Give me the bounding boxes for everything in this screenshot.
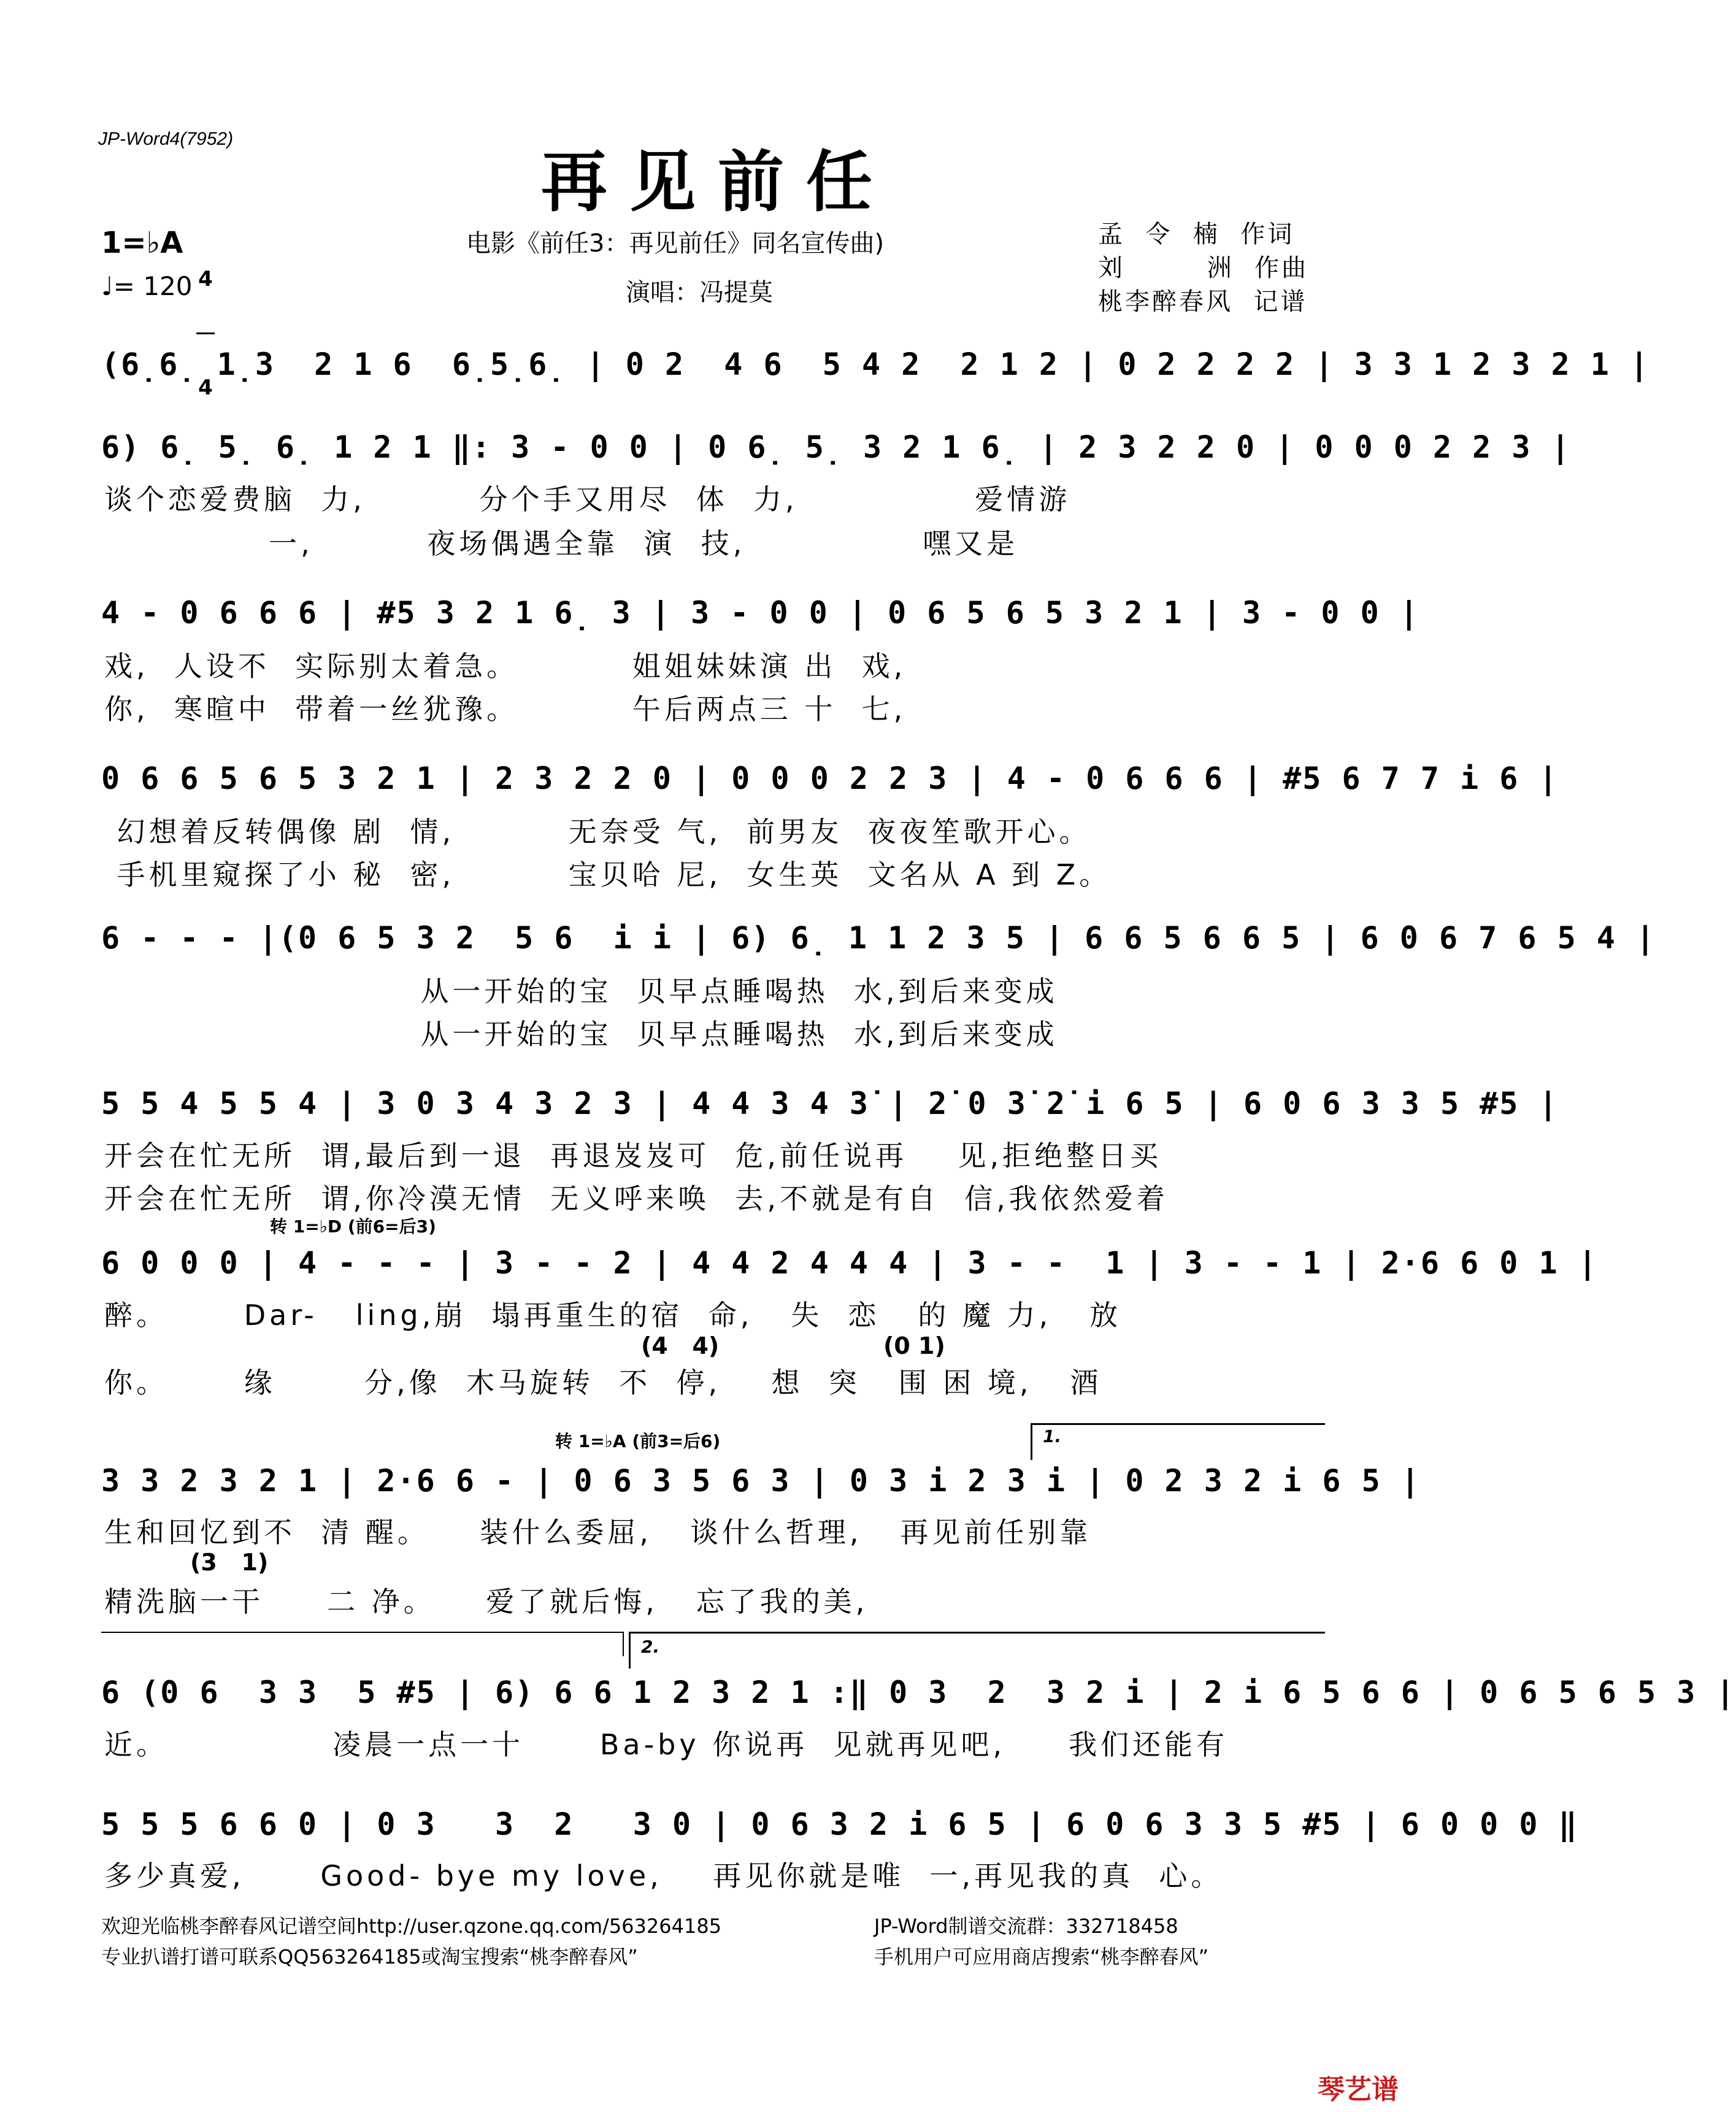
music-line: 6 0 0 0 | 4 - - - | 3 - - 2 | 4 4 2 4 4 4 | 3 - - 1 | 3 - - 1 | 2·6 6 0 1 | [101, 1245, 1598, 1281]
lyric-line: 多少真爱, Good- bye my love, 再见你就是唯 一,再见我的真 心。 [104, 1859, 1223, 1892]
composer-credit: 刘 洲 作曲 [1098, 254, 1309, 282]
lyric-line: 从一开始的宝 贝早点睡喝热 水,到后来变成 [104, 1018, 1058, 1051]
music-line: 0 6 6 5 6 5 3 2 1 | 2 3 2 2 0 | 0 0 0 2 2 3 | 4 - 0 6 6 6 | #5 6 7 7 i 6 | [101, 761, 1559, 796]
volta-bracket-edge [629, 1632, 631, 1668]
lyric-line: 你。 缘 分,像 木马旋转 不 停, 想 突 围 困 境, 酒 [104, 1366, 1102, 1399]
lyric-line: 幻想着反转偶像 剧 情, 无奈受 气, 前男友 夜夜笙歌开心。 [104, 815, 1091, 848]
transcriber-credit: 桃李醉春风 记谱 [1098, 288, 1308, 316]
time-signature: 4 4 [196, 227, 215, 419]
alternate-notes: (3 1) [190, 1549, 269, 1576]
music-line: 3 3 2 3 2 1 | 2·6 6 - | 0 6 3 5 6 3 | 0 3 i 2 3 i | 0 2 3 2 i 6 5 | [101, 1463, 1421, 1499]
modulation-mark: 转 1=♭D (前6=后3) [270, 1216, 436, 1237]
lyric-line: 你, 寒暄中 带着一丝犹豫。 午后两点三 十 七, [104, 693, 907, 726]
modulation-mark: 转 1=♭A (前3=后6) [555, 1431, 721, 1451]
subtitle: 电影《前任3：再见前任》同名宣传曲) [466, 229, 885, 258]
music-line: (6̣6̣ 1̣3 2 1 6 6̣5̣6̣ | 0 2 4 6 5 4 2 2 1 2 | 0 2 2 2 2 | 3 3 1 2 3 2 1 | [101, 347, 1650, 382]
lyric-line: 近。 凌晨一点一十 Ba-by 你说再 见就再见吧, 我们还能有 [104, 1728, 1229, 1761]
music-line: 5 5 5 6 6 0 | 0 3 3 2 3 0 | 0 6 3 2 i 6 5 | 6 0 6 3 3 5 #5 | 6 0 0 0 ‖ [101, 1807, 1578, 1842]
watermark-logo: 琴艺谱 [1318, 2074, 1399, 2105]
alternate-notes: (4 4) [641, 1332, 720, 1359]
volta-bracket-edge [623, 1632, 624, 1656]
singer: 演唱：冯提莫 [626, 278, 773, 307]
page-title: 再见前任 [540, 144, 894, 221]
footer-note: 专业扒谱打谱可联系QQ563264185或淘宝搜索“桃李醉春风” [101, 1945, 638, 1968]
volta-bracket [1031, 1423, 1325, 1425]
footer-note: JP-Word制谱交流群：332718458 [874, 1914, 1178, 1938]
key-signature: 1=♭A [101, 226, 183, 260]
music-line: 5 5 4 5 5 4 | 3 0 3 4 3 2 3 | 4 4 3 4 3̇ | 2̇ 0 3̇ 2̇ i 6 5 | 6 0 6 3 3 5 #5 | [101, 1086, 1559, 1121]
lyricist-credit: 孟 令 楠 作词 [1098, 220, 1295, 248]
lyric-line: 开会在忙无所 谓,最后到一退 再退岌岌可 危,前任说再 见,拒绝整日买 [104, 1139, 1162, 1172]
music-line: 6) 6̣ 5̣ 6̣ 1 2 1 ‖: 3 - 0 0 | 0 6̣ 5̣ 3 2 1 6̣ | 2 3 2 2 0 | 0 0 0 2 2 3 | [101, 429, 1571, 465]
lyric-line: 谈个恋爱费脑 力, 分个手又用尽 体 力, 爱情游 [104, 483, 1071, 516]
volta-bracket-edge [1031, 1423, 1032, 1460]
volta-bracket [629, 1632, 1325, 1634]
software-label: JP-Word4(7952) [98, 129, 234, 149]
volta-1-label: 1. [1043, 1426, 1062, 1446]
alternate-notes: (0 1) [883, 1332, 945, 1359]
lyric-line: 醉。 Dar- ling,崩 塌再重生的宿 命, 失 恋 的 魔 力, 放 [104, 1299, 1122, 1332]
music-line: 6 - - - |(0 6 5 3 2 5 6 i i | 6) 6̣ 1 1 2 3 5 | 6 6 5 6 6 5 | 6 0 6 7 6 5 4 | [101, 920, 1656, 956]
lyric-line: 开会在忙无所 谓,你冷漠无情 无义呼来唤 去,不就是有自 信,我依然爱着 [104, 1182, 1169, 1215]
lyric-line: 手机里窥探了小 秘 密, 宝贝哈 尼, 女生英 文名从 A 到 Z。 [104, 858, 1112, 891]
music-line: 6 (0 6 3 3 5 #5 | 6) 6 6 1 2 3 2 1 :‖ 0 3 2 3 2 i | 2 i 6 5 6 6 | 0 6 5 6 5 3 | [101, 1675, 1736, 1710]
footer-note: 手机用户可应用商店搜索“桃李醉春风” [874, 1945, 1209, 1968]
lyric-line: 一, 夜场偶遇全靠 演 技, 嘿又是 [104, 527, 1019, 560]
footer-note: 欢迎光临桃李醉春风记谱空间http://user.qzone.qq.com/563264185 [101, 1914, 722, 1938]
volta-bracket [101, 1632, 623, 1633]
lyric-line: 生和回忆到不 清 醒。 装什么委屈, 谈什么哲理, 再见前任别靠 [104, 1516, 1092, 1549]
music-line: 4 - 0 6 6 6 | #5 3 2 1 6̣ 3 | 3 - 0 0 | 0 6 5 6 5 3 2 1 | 3 - 0 0 | [101, 595, 1419, 631]
lyric-line: 从一开始的宝 贝早点睡喝热 水,到后来变成 [104, 975, 1058, 1008]
lyric-line: 精洗脑一干 二 净。 爱了就后悔, 忘了我的美, [104, 1585, 869, 1618]
lyric-line: 戏, 人设不 实际别太着急。 姐姐妹妹演 出 戏, [104, 650, 907, 683]
tempo-marking: ♩= 120 [101, 271, 193, 301]
volta-2-label: 2. [641, 1637, 660, 1657]
